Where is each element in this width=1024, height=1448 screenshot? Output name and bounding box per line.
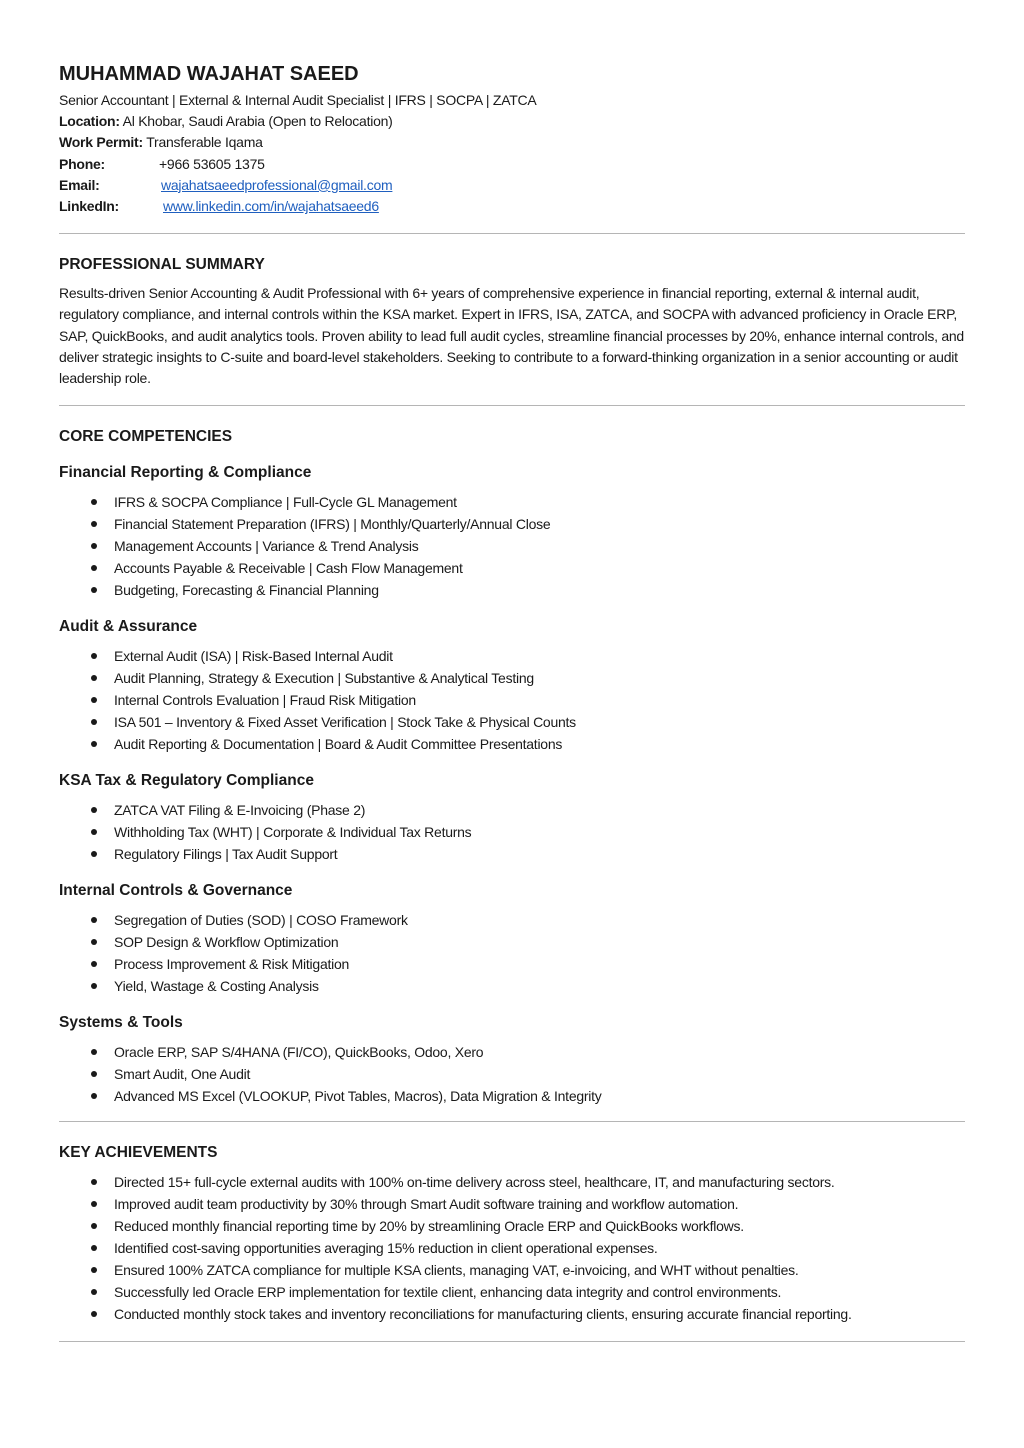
- summary-text: Results-driven Senior Accounting & Audit Professional with 6+ years of comprehensive experience in financial reporting, external & internal audit, regulatory compliance, and internal controls within the KSA market. Expert in IFRS, ISA, ZATCA, and SOCPA with advanced proficiency in Oracle ERP, SAP, QuickBooks, and audit analytics tools. Proven ability to lead full audit cycles, streamline financial processes by 20%, enhance internal controls, and deliver strategic insights to C-suite and board-level stakeholders. Seeking to contribute to a forward-thinking organization in a senior accounting or audit leadership role.: [59, 285, 964, 387]
- phone-line: [59, 154, 965, 175]
- competency-item: Financial Statement Preparation (IFRS) | Monthly/Quarterly/Annual Close: [59, 513, 965, 535]
- email-label: Email:: [59, 176, 100, 193]
- competency-list: [59, 1041, 965, 1107]
- competency-group-title: KSA Tax & Regulatory Compliance: [59, 772, 314, 790]
- permit-value: Transferable Iqama: [146, 134, 263, 151]
- competency-item: Audit Planning, Strategy & Execution | Substantive & Analytical Testing: [59, 667, 965, 689]
- competency-item: Oracle ERP, SAP S/4HANA (FI/CO), QuickBooks, Odoo, Xero: [59, 1041, 965, 1063]
- divider: [59, 1121, 965, 1122]
- competencies-heading: CORE COMPETENCIES: [59, 428, 233, 446]
- divider: [59, 233, 965, 234]
- achievement-item: Conducted monthly stock takes and inventory reconciliations for manufacturing clients, ensuring accurate financial reporting.: [59, 1303, 965, 1325]
- divider: [59, 1341, 965, 1342]
- competency-item: ZATCA VAT Filing & E-Invoicing (Phase 2): [59, 799, 965, 821]
- linkedin-line: [59, 196, 965, 217]
- achievement-item: Improved audit team productivity by 30% through Smart Audit software training and workflow automation.: [59, 1193, 965, 1215]
- email-line: [59, 175, 965, 196]
- competency-item: Regulatory Filings | Tax Audit Support: [59, 843, 965, 865]
- competency-item: Budgeting, Forecasting & Financial Planning: [59, 579, 965, 601]
- competency-item: Yield, Wastage & Costing Analysis: [59, 975, 965, 997]
- resume-page: [59, 62, 965, 1342]
- phone-value: +966 53605 1375: [159, 155, 265, 172]
- achievement-item: Ensured 100% ZATCA compliance for multiple KSA clients, managing VAT, e-invoicing, and WHT without penalties.: [59, 1259, 965, 1281]
- competency-item: Process Improvement & Risk Mitigation: [59, 953, 965, 975]
- permit-line: [59, 132, 965, 153]
- competency-item: Internal Controls Evaluation | Fraud Risk Mitigation: [59, 689, 965, 711]
- competency-item: External Audit (ISA) | Risk-Based Internal Audit: [59, 645, 965, 667]
- linkedin-label: LinkedIn:: [59, 198, 119, 215]
- competency-item: Segregation of Duties (SOD) | COSO Framework: [59, 909, 965, 931]
- competency-item: Smart Audit, One Audit: [59, 1063, 965, 1085]
- competency-group-title: Internal Controls & Governance: [59, 882, 293, 900]
- competency-list: [59, 491, 965, 601]
- divider: [59, 405, 965, 406]
- competency-item: IFRS & SOCPA Compliance | Full-Cycle GL Management: [59, 491, 965, 513]
- competency-list: [59, 799, 965, 865]
- achievement-item: Identified cost-saving opportunities averaging 15% reduction in client operational expenses.: [59, 1237, 965, 1259]
- competency-item: Management Accounts | Variance & Trend Analysis: [59, 535, 965, 557]
- candidate-name: MUHAMMAD WAJAHAT SAEED: [59, 63, 359, 85]
- summary-heading: PROFESSIONAL SUMMARY: [59, 256, 265, 274]
- achievement-item: Directed 15+ full-cycle external audits with 100% on-time delivery across steel, healthcare, IT, and manufacturing sectors.: [59, 1171, 965, 1193]
- competency-list: [59, 909, 965, 997]
- achievements-list: [59, 1171, 965, 1325]
- location-value: Al Khobar, Saudi Arabia (Open to Relocation): [122, 113, 393, 130]
- competency-groups: [59, 463, 965, 1107]
- competency-item: Accounts Payable & Receivable | Cash Flow Management: [59, 557, 965, 579]
- competency-item: SOP Design & Workflow Optimization: [59, 931, 965, 953]
- phone-label: Phone:: [59, 155, 105, 172]
- achievement-item: Reduced monthly financial reporting time by 20% by streamlining Oracle ERP and QuickBooks workflows.: [59, 1215, 965, 1237]
- location-label: Location:: [59, 113, 120, 130]
- location-line: [59, 111, 965, 132]
- competency-item: ISA 501 – Inventory & Fixed Asset Verification | Stock Take & Physical Counts: [59, 711, 965, 733]
- competency-group-title: Financial Reporting & Compliance: [59, 464, 312, 482]
- competency-group-title: Audit & Assurance: [59, 618, 198, 636]
- competency-item: Audit Reporting & Documentation | Board & Audit Committee Presentations: [59, 733, 965, 755]
- tagline: Senior Accountant | External & Internal Audit Specialist | IFRS | SOCPA | ZATCA: [59, 92, 537, 108]
- permit-label: Work Permit:: [59, 134, 143, 151]
- linkedin-link[interactable]: www.linkedin.com/in/wajahatsaeed6: [163, 198, 379, 215]
- competency-item: Advanced MS Excel (VLOOKUP, Pivot Tables, Macros), Data Migration & Integrity: [59, 1085, 965, 1107]
- achievements-heading: KEY ACHIEVEMENTS: [59, 1144, 218, 1162]
- competency-group-title: Systems & Tools: [59, 1014, 183, 1032]
- competency-list: [59, 645, 965, 755]
- achievement-item: Successfully led Oracle ERP implementation for textile client, enhancing data integrity and control environments.: [59, 1281, 965, 1303]
- email-link[interactable]: wajahatsaeedprofessional@gmail.com: [161, 176, 393, 193]
- competency-item: Withholding Tax (WHT) | Corporate & Individual Tax Returns: [59, 821, 965, 843]
